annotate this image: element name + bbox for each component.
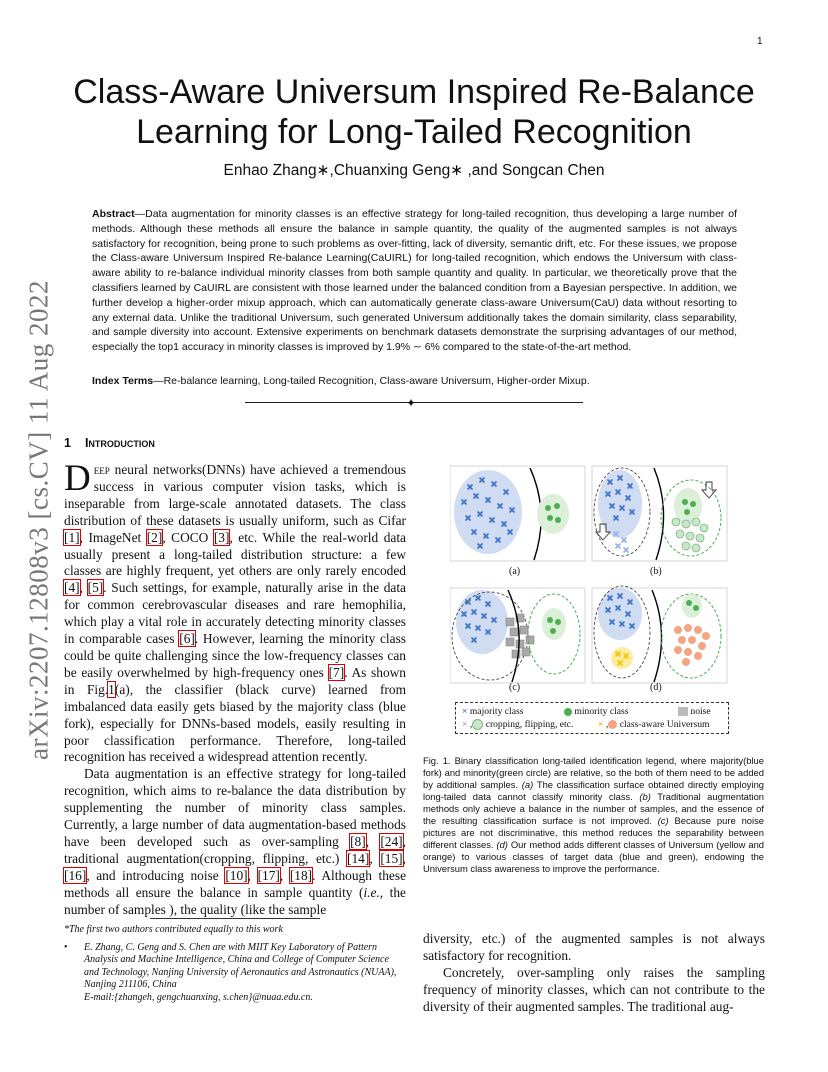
orange-circle-icon xyxy=(608,720,617,729)
legend-traditional: × , cropping, flipping, etc. xyxy=(462,719,574,730)
citation-link[interactable]: [10] xyxy=(225,867,248,883)
intro-column xyxy=(64,458,407,918)
citation-link[interactable]: [17] xyxy=(257,867,280,883)
footnote-equal-contribution: *The first two authors contributed equally to this work xyxy=(64,924,283,935)
citation-link[interactable]: [16] xyxy=(64,867,87,883)
right-paragraph-2: Concretely, over-sampling only raises the sampling frequency of minority classes, which can not contribute to the diversity of their augmented samples. The traditional aug- xyxy=(423,964,765,1014)
abstract xyxy=(92,207,737,355)
figure-link[interactable]: 1 xyxy=(108,681,115,697)
section-heading xyxy=(64,436,155,450)
figure-legend xyxy=(455,702,729,734)
panel-c xyxy=(450,588,585,683)
abstract-label: Abstract xyxy=(92,208,135,220)
citation-link[interactable]: [3] xyxy=(213,529,230,545)
citation-link[interactable]: [24] xyxy=(380,833,403,849)
email-text: E-mail:{zhangeh, gengchuanxing, s.chen}@nuaa.edu.cn. xyxy=(84,991,313,1003)
drop-cap: D xyxy=(64,458,91,499)
blue-cross-icon: × xyxy=(462,706,468,717)
legend-noise: noise xyxy=(678,706,711,717)
figure-1-diagram xyxy=(450,462,740,742)
legend-majority: × majority class xyxy=(462,706,524,717)
footnote-rule xyxy=(150,918,320,919)
sublabel-c: (c) xyxy=(509,682,521,693)
bullet-icon: • xyxy=(64,942,68,953)
arxiv-sidebar xyxy=(20,280,58,760)
title-line-1: Class-Aware Universum Inspired Re-Balance xyxy=(73,73,755,111)
light-green-circle-icon xyxy=(472,719,483,730)
page-number: 1 xyxy=(757,36,763,47)
authors: Enhao Zhang∗,Chuanxing Geng∗ ,and Songcan Chen xyxy=(223,162,605,179)
intro-paragraph-1: Deep neural networks(DNNs) have achieved a tremendous success in various computer vision tasks, which is inseparable from large-scale annotated datasets. The class distribution of these datasets is usually uniform, such as Cifar [1], ImageNet [2], COCO [3], etc. While the real-world data usually present a long-tailed distribution structure: a few classes are highly frequent, yet others are only rarely encoded [4], [5]. Such settings, for example, naturally arise in the data for common cerebrovascular diseases and rare hemophilia, which play a vital role in accurately detecting minority classes in comparable cases [6]. However, learning the minority class could be quite challenging since the low-frequency classes can be easily overwhelmed by high-frequency ones [7]. As shown in Fig.1(a), the classifier (black curve) learned from imbalanced data easily gets biased by the majority class (blue fork), especially for DNNs-based models, easily resulting in poor classification performance. Therefore, long-tailed recognition has received a widespread attention recently. xyxy=(64,458,406,765)
citation-link[interactable]: [18] xyxy=(289,867,313,883)
figure-caption: Fig. 1. Binary classification long-tailed identification legend, where majority(blue fork) and minority(green circle) are relative, so the both of them need to be added by additional samples. (a) The classification surface obtained directly employing long-tailed data cannot classify minority class. (b) Traditional augmentation methods only achieve a balance in the number of samples, and the essence of the resulting classification surface is not improved. (c) Because pure noise pictures are not discriminative, this method reduces the separability between different classes. (d) Our method adds different classes of Universum (yellow and orange) to various classes of target data (blue and green), endowing the Universum class awareness to improve the performance. xyxy=(423,755,765,874)
panel-d xyxy=(592,586,727,683)
yellow-cross-icon: × xyxy=(598,719,604,730)
title-line-2: Learning for Long-Tailed Recognition xyxy=(136,113,692,151)
affiliation-text: E. Zhang, C. Geng and S. Chen are with MIIT Key Laboratory of Pattern Analysis and Machine Intelligence, China and College of Computer Science and Technology, Nanjing University of Aeronautics and Astronautics (NUAA), Nanjing 211106, China xyxy=(84,942,397,991)
right-paragraph-1: diversity, etc.) of the augmented samples is not always satisfactory for recognition. xyxy=(423,931,765,963)
right-column-text xyxy=(423,931,765,1016)
section-number: 1 xyxy=(64,436,71,450)
sublabel-a: (a) xyxy=(509,566,521,577)
legend-universum: × , class-aware Universum xyxy=(598,719,710,730)
intro-paragraph-2: Data augmentation is an effective strategy for long-tailed recognition, which aims to re-balance the data distribution by supplementing the number of minority class samples. Currently, a large number of data augmentation-based methods have been developed such as over-sampling [8], [24], traditional augmentation(cropping, flipping, etc.) [14], [15], [16], and introducing noise [10], [17], [18]. Although these methods all ensure the balance in sample quantity (i.e., the number of samples ), the quality (like the sample xyxy=(64,766,407,917)
paper-title xyxy=(60,72,768,152)
footnote-affiliation xyxy=(64,942,406,1004)
figure-1 xyxy=(450,462,740,742)
citation-link[interactable]: [1] xyxy=(64,529,80,545)
citation-link[interactable]: [5] xyxy=(87,580,104,596)
section-title: Introduction xyxy=(84,436,155,450)
citation-link[interactable]: [4] xyxy=(64,580,80,596)
citation-link[interactable]: [8] xyxy=(350,833,366,849)
citation-link[interactable]: [14] xyxy=(347,850,370,866)
abstract-text: —Data augmentation for minority classes is an effective strategy for long-tailed recognition, thus developing a large number of methods. Although these methods all ensure the balance in sample quantity, the quality of the augmented samples is not always satisfactory for recognition, being prone to such problems as over-fitting, lack of diversity, semantic drift, etc. For these issues, we propose the Class-aware Universum Inspired Re-balance Learning(CaUIRL) for long-tailed recognition, which endows the Universum with class-aware ability to re-balance individual minority classes from both sample quantity and quality. In particular, we theoretically prove that the classifiers learned by CaUIRL are consistent with those learned under the balanced condition from a Bayesian perspective. In addition, we further develop a higher-order mixup approach, which can automatically generate class-aware Universum(CaU) data without resorting to any external data. Unlike the traditional Universum, such generated Universum additionally takes the domain similarity, class separability, and sample diversity into account. Extensive experiments on benchmark datasets demonstrate the surprising advantages of our method, especially the top1 accuracy in minority classes is improved by 1.9% ∼ 6% compared to the state-of-the-art method. xyxy=(92,208,737,354)
panel-a xyxy=(450,466,585,561)
citation-link[interactable]: [15] xyxy=(380,850,403,866)
citation-link[interactable]: [2] xyxy=(146,529,163,545)
green-circle-icon xyxy=(564,708,572,716)
sublabel-b: (b) xyxy=(650,566,662,577)
index-terms-text: —Re-balance learning, Long-tailed Recognition, Class-aware Universum, Higher-order Mixup. xyxy=(153,375,590,387)
panel-b xyxy=(592,466,727,561)
legend-minority: minority class xyxy=(564,706,629,717)
citation-link[interactable]: [6] xyxy=(179,631,195,647)
arxiv-identifier: arXiv:2207.12808v3 [cs.CV] 11 Aug 2022 xyxy=(23,280,54,760)
gray-square-icon xyxy=(678,707,688,716)
index-terms-label: Index Terms xyxy=(92,375,154,387)
divider-diamond-icon: ✦ xyxy=(406,396,417,410)
light-blue-cross-icon: × xyxy=(462,719,468,730)
citation-link[interactable]: [7] xyxy=(328,664,345,680)
index-terms xyxy=(92,375,737,387)
lead-word: eep xyxy=(93,462,110,477)
sublabel-d: (d) xyxy=(650,682,662,693)
